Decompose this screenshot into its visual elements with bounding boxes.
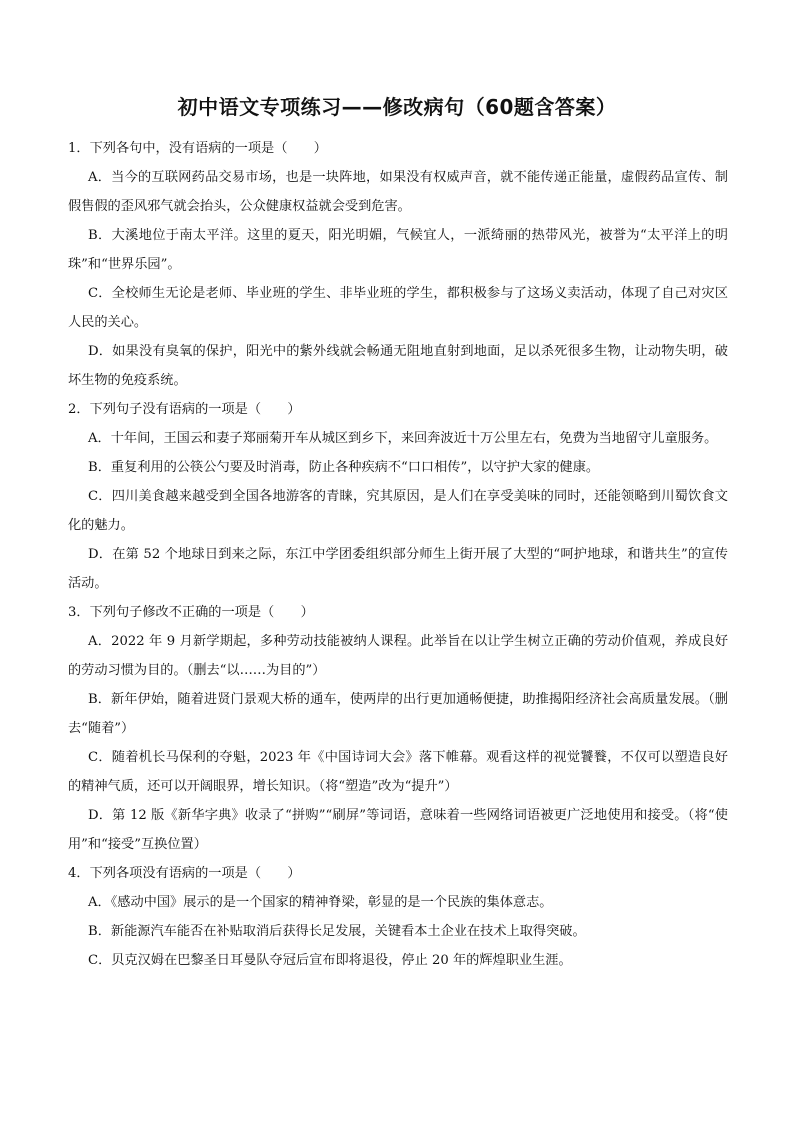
option-a: A．2022 年 9 月新学期起，多种劳动技能被纳人课程。此举旨在以让学生树立正确的劳动价值观，养成良好的劳动习惯为目的。（删去“以……为目的”） (68, 634, 728, 678)
option-c: C．随着机长马保利的夺魁，2023 年《中国诗词大会》落下帷幕。观看这样的视觉饕餮，不仅可以塑造良好的精神气质，还可以开阔眼界，增长知识。（将“塑造”改为“提升”） (68, 750, 728, 794)
option-a: A．十年间，王国云和妻子郑丽菊开车从城区到乡下，来回奔波近十万公里左右，免费为当地留守儿童服务。 (88, 431, 718, 446)
question-stem: 4．下列各项没有语病的一项是（ ） (68, 866, 301, 881)
question-2 (68, 395, 728, 598)
option-c: C．贝克汉姆在巴黎圣日耳曼队夺冠后宣布即将退役，停止 20 年的辉煌职业生涯。 (88, 953, 572, 968)
question-3 (68, 598, 728, 859)
question-stem: 1．下列各句中，没有语病的一项是（ ） (68, 141, 327, 156)
option-c: C．全校师生无论是老师、毕业班的学生、非毕业班的学生，都积极参与了这场义卖活动，体现了自己对灾区人民的关心。 (68, 286, 728, 330)
option-a: A．《感动中国》展示的是一个国家的精神脊梁，彰显的是一个民族的集体意志。 (88, 895, 553, 910)
option-d: D．如果没有臭氧的保护，阳光中的紫外线就会畅通无阻地直射到地面，足以杀死很多生物，让动物失明，破坏生物的免疫系统。 (68, 344, 728, 388)
option-b: B．大溪地位于南太平洋。这里的夏天，阳光明媚，气候宜人，一派绮丽的热带风光，被誉为“太平洋上的明珠”和“世界乐园”。 (68, 228, 728, 272)
question-1 (68, 134, 728, 395)
question-list (68, 134, 728, 975)
option-d: D．在第 52 个地球日到来之际，东江中学团委组织部分师生上街开展了大型的“呵护地球，和谐共生”的宣传活动。 (68, 547, 728, 591)
option-b: B．新年伊始，随着进贤门景观大桥的通车，使两岸的出行更加通畅便捷，助推揭阳经济社会高质量发展。（删去“随着”） (68, 692, 728, 736)
question-4 (68, 859, 728, 975)
question-stem: 2．下列句子没有语病的一项是（ ） (68, 402, 301, 417)
option-b: B．重复利用的公筷公勺要及时消毒，防止各种疾病不“口口相传”，以守护大家的健康。 (88, 460, 600, 475)
option-c: C．四川美食越来越受到全国各地游客的青睐，究其原因，是人们在享受美味的同时，还能领略到川蜀饮食文化的魅力。 (68, 489, 728, 533)
question-stem: 3．下列句子修改不正确的一项是（ ） (68, 605, 314, 620)
page-title: 初中语文专项练习——修改病句（60题含答案） (177, 95, 617, 119)
option-a: A．当今的互联网药品交易市场，也是一块阵地，如果没有权威声音，就不能传递正能量，虚假药品宣传、制假售假的歪风邪气就会抬头，公众健康权益就会受到危害。 (68, 170, 728, 214)
option-b: B．新能源汽车能否在补贴取消后获得长足发展，关键看本土企业在技术上取得突破。 (88, 924, 586, 939)
option-d: D．第 12 版《新华字典》收录了“拼购”“刷屏”等词语，意味着一些网络词语被更广泛地使用和接受。（将“使用”和“接受”互换位置） (68, 808, 728, 852)
